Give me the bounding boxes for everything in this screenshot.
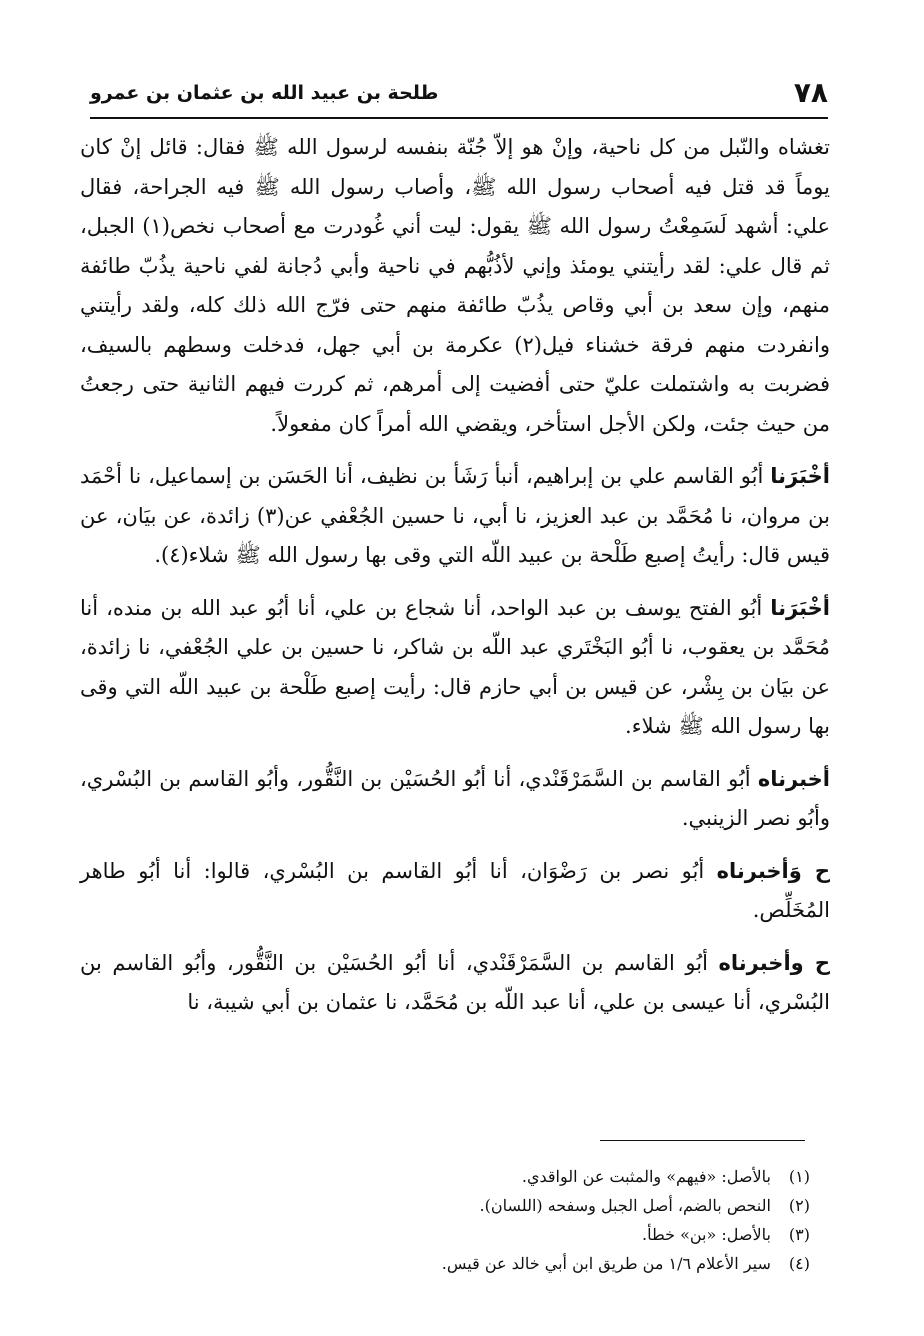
footnote-number: (٣) [788, 1225, 810, 1244]
main-text [80, 128, 830, 1036]
footnote [360, 1220, 810, 1249]
paragraph [80, 944, 830, 1023]
paragraph-text: أبُو القاسم علي بن إبراهيم، أنبأ رَشَأ بن نظيف، أنا الحَسَن بن إسماعيل، نا أحْمَد بن مروان، نا مُحَمَّد بن عبد العزيز، نا أبي، نا حسين الجُعْفي عن(٣) زائدة، عن بيَان، عن قيس قال: رأيتُ إصبع طَلْحة بن عبيد اللّه التي وقى بها رسول الله ﷺ شلاء(٤). [80, 464, 830, 567]
running-title: طلحة بن عبيد الله بن عثمان بن عمرو [90, 82, 439, 104]
paragraph [80, 457, 830, 576]
footnote [360, 1162, 810, 1191]
paragraph-text: تغشاه والنّبل من كل ناحية، وإنْ هو إلاّ جُنّة بنفسه لرسول الله ﷺ فقال: قائل إنْ كان يوماً قد قتل فيه أصحاب رسول الله ﷺ، وأصاب رسول الله ﷺ فيه الجراحة، فقال علي: أشهد لَسَمِعْتُ رسول الله ﷺ يقول: ليت أني غُودرت مع أصحاب نخص(١) الجبل، ثم قال علي: لقد رأيتني يومئذ وإني لأذُبُّهم في ناحية وأبي دُجانة لفي ناحية يذُبّ طائفة منهم، وإن سعد بن أبي وقاص يذُبّ طائفة منهم حتى فرّج الله ذلك كله، ولقد رأيتني وانفردت منهم فرقة خشناء فيل(٢) عكرمة بن أبي جهل، فدخلت وسطهم بالسيف، فضربت به واشتملت عليّ حتى أفضيت إلى أمرهم، ثم كررت فيهم الثانية حتى رجعتُ من حيث جئت، ولكن الأجل استأخر، ويقضي الله أمراً كان مفعولاً. [80, 135, 830, 436]
paragraph-text: أبُو القاسم بن السَّمَرْقَنْدي، أنا أبُو الحُسَيْن بن النَّقُّور، وأبُو القاسم بن البُسْري، وأبُو نصر الزينبي. [80, 766, 830, 830]
footnote-text: سير الأعلام ١/٦ من طريق ابن أبي خالد عن قيس. [441, 1254, 771, 1273]
paragraph [80, 760, 830, 839]
paragraph-keyword: أخْبَرَنا [770, 595, 830, 620]
footnote-number: (١) [788, 1167, 810, 1186]
paragraph-keyword: ح وَأخبرناه [716, 858, 830, 883]
paragraph-keyword: أخبرناه [757, 766, 830, 791]
paragraph-text: أبُو القاسم بن السَّمَرْقَنْدي، أنا أبُو الحُسَيْن بن النَّقُّور، وأبُو القاسم بن البُسْري، أنا عيسى بن علي، أنا عبد اللّه بن مُحَمَّد، نا عثمان بن أبي شيبة، نا [80, 950, 830, 1014]
footnote-number: (٢) [788, 1196, 810, 1215]
footnote-separator [600, 1140, 805, 1141]
header-rule [90, 117, 828, 119]
paragraph [80, 589, 830, 747]
footnote [360, 1249, 810, 1278]
footnote-text: بالأصل: «بن» خطأ. [642, 1225, 771, 1244]
page-header [90, 78, 828, 112]
footnote [360, 1191, 810, 1220]
paragraph [80, 128, 830, 444]
paragraph-text: أبُو نصر بن رَضْوَان، أنا أبُو القاسم بن البُسْري، قالوا: أنا أبُو طاهر المُخَلِّص. [80, 858, 830, 922]
footnote-text: النحص بالضم، أصل الجبل وسفحه (اللسان). [479, 1196, 771, 1215]
paragraph [80, 852, 830, 931]
paragraph-keyword: ح وأخبرناه [718, 950, 830, 975]
footnote-number: (٤) [788, 1254, 810, 1273]
paragraph-keyword: أخْبَرَنا [770, 464, 830, 488]
footnotes [360, 1162, 810, 1278]
paragraph-text: أبُو الفتح يوسف بن عبد الواحد، أنا شجاع بن علي، أنا أبُو عبد الله بن منده، أنا مُحَمَّد بن يعقوب، نا أبُو البَخْتَري عبد اللّه بن شاكر، نا حسين بن علي الجُعْفي، نا زائدة، عن بيَان بن بِشْر، عن قيس بن أبي حازم قال: رأيت إصبع طَلْحة بن عبيد اللّه التي وقى بها رسول الله ﷺ شلاء. [80, 595, 830, 738]
footnote-text: بالأصل: «فيهم» والمثبت عن الواقدي. [521, 1167, 771, 1186]
page-number: ٧٨ [793, 76, 828, 109]
